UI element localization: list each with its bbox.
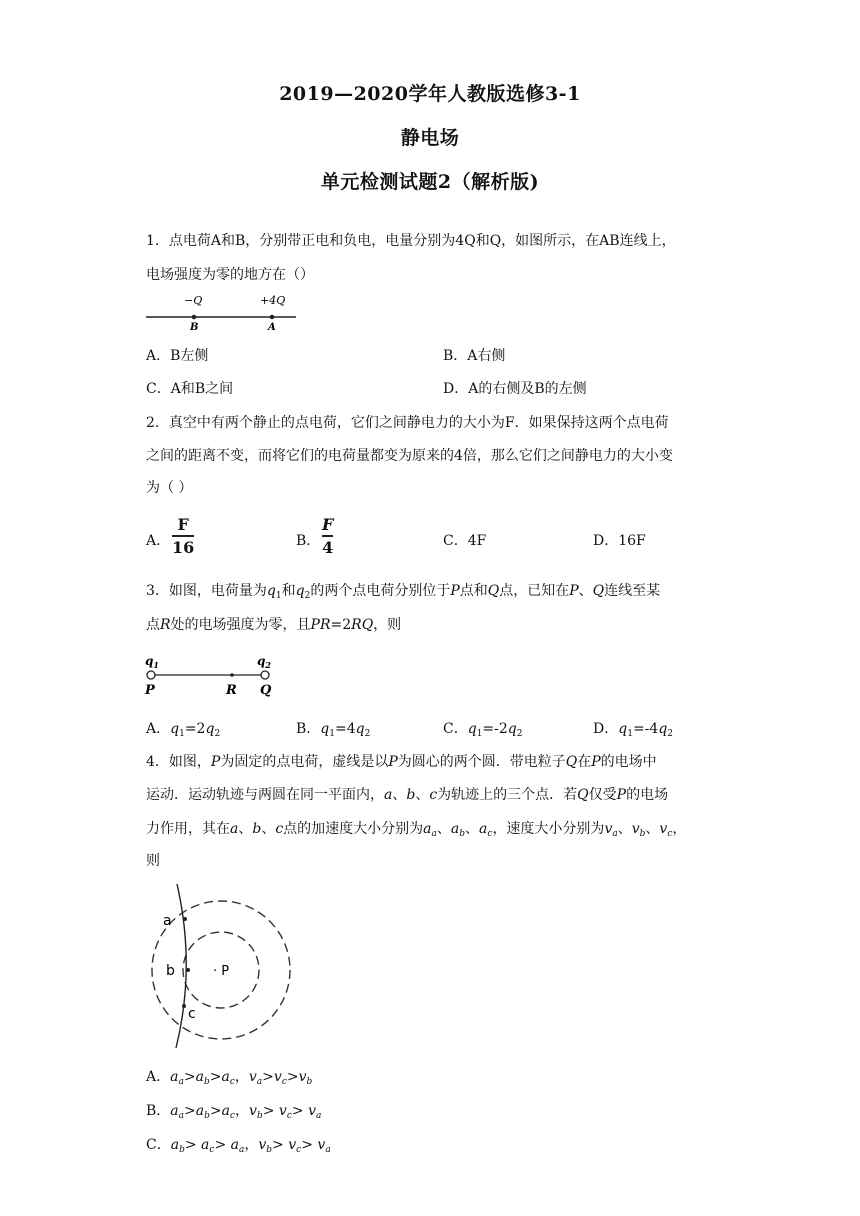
q4-fig-point-p: · P bbox=[213, 964, 230, 979]
q4-fig-point-b: b bbox=[166, 963, 175, 979]
svg-text:q2: $q_2$ bbox=[257, 654, 271, 670]
title-line-1: 2019—2020学年人教版选修3-1 bbox=[279, 83, 581, 105]
q2-option-b-denominator: 4 bbox=[322, 538, 334, 557]
q2-option-a-numerator: F bbox=[177, 515, 189, 534]
q2-option-d[interactable]: D．16F bbox=[593, 533, 646, 549]
q2-option-b-label: B． bbox=[296, 533, 321, 549]
q4-option-a[interactable]: A．$a_a>a_b>a_c$，$v_a>v_c>v_b$ bbox=[146, 1069, 313, 1087]
q1-option-b[interactable]: B．A右侧 bbox=[443, 348, 506, 364]
q2-option-b-fraction[interactable] bbox=[322, 515, 333, 557]
q3-text-line-1: 3．如图，电荷量为$q_1$和$q_2$的两个点电荷分别位于P点和Q点，已知在P、Q连线至某 bbox=[146, 583, 661, 601]
q3-fig-point-r: R bbox=[226, 683, 237, 698]
q3-option-b[interactable]: B．$q_1=4q_2$ bbox=[296, 721, 371, 739]
q2-option-a[interactable] bbox=[146, 530, 170, 550]
q3-text-line-2: 点R处的电场强度为零，且PR=2RQ，则 bbox=[146, 617, 402, 633]
title-line-2: 静电场 bbox=[400, 127, 460, 149]
q4-text-line-2: 运动．运动轨迹与两圆在同一平面内，a、b、c为轨迹上的三个点．若Q仅受P的电场 bbox=[146, 787, 669, 803]
q4-figure bbox=[150, 882, 295, 1052]
q1-figure bbox=[146, 292, 296, 332]
q1-fig-point-b: B bbox=[190, 322, 199, 332]
svg-text:q1: $q_1$ bbox=[145, 654, 159, 670]
q1-fig-charge-left: −Q bbox=[184, 294, 203, 307]
q3-option-c[interactable]: C．$q_1=-2q_2$ bbox=[443, 721, 523, 739]
q1-text-line-2: 电场强度为零的地方在（） bbox=[146, 267, 314, 283]
q2-option-c[interactable]: C．4F bbox=[443, 533, 487, 549]
q3-option-d[interactable]: D．$q_1=-4q_2$ bbox=[593, 721, 674, 739]
q2-text-line-2: 之间的距离不变，而将它们的电荷量都变为原来的4倍，那么它们之间静电力的大小变 bbox=[146, 448, 673, 464]
q1-option-c[interactable]: C．A和B之间 bbox=[146, 381, 234, 397]
q1-option-a[interactable]: A．B左侧 bbox=[146, 348, 209, 364]
q4-fig-point-a: a bbox=[163, 913, 172, 929]
q4-option-b[interactable]: B．$a_a>a_b>a_c$，$v_b> v_c> v_a$ bbox=[146, 1103, 322, 1121]
q2-text-line-3: 为（ ） bbox=[146, 480, 193, 496]
q2-option-b[interactable] bbox=[296, 530, 320, 550]
q1-text-line-1: 1．点电荷A和B，分别带正电和负电，电量分别为4Q和Q，如图所示，在AB连线上， bbox=[146, 233, 676, 249]
title-line-3: 单元检测试题2（解析版) bbox=[320, 171, 540, 193]
q2-text-line-1: 2．真空中有两个静止的点电荷，它们之间静电力的大小为F．如果保持这两个点电荷 bbox=[146, 415, 669, 431]
q1-fig-point-a: A bbox=[268, 322, 276, 332]
q4-text-line-4: 则 bbox=[146, 853, 160, 869]
q2-option-a-label: A． bbox=[146, 533, 171, 549]
q3-figure bbox=[143, 652, 278, 700]
q1-option-d[interactable]: D．A的右侧及B的左侧 bbox=[443, 381, 587, 397]
q3-fig-point-q: Q bbox=[260, 683, 272, 698]
q4-text-line-3: 力作用，其在a、b、c点的加速度大小分别为$a_a$、$a_b$、$a_c$，速度大小分别为$v_a$、$v_b$、$v_c$， bbox=[146, 821, 687, 839]
q4-text-line-1: 4．如图，P为固定的点电荷，虚线是以P为圆心的两个圆．带电粒子Q在P的电场中 bbox=[146, 754, 657, 770]
q4-option-c[interactable]: C．$a_b> a_c> a_a$，$v_b> v_c> v_a$ bbox=[146, 1137, 331, 1155]
q2-option-a-fraction[interactable] bbox=[172, 515, 194, 557]
q2-option-b-numerator: F bbox=[322, 515, 334, 534]
q3-option-a[interactable]: A．$q_1=2q_2$ bbox=[146, 721, 221, 739]
q2-option-a-denominator: 16 bbox=[172, 538, 195, 557]
q3-fig-point-p: P bbox=[145, 683, 155, 698]
q4-fig-point-c: c bbox=[188, 1006, 196, 1022]
q1-fig-charge-right: +4Q bbox=[260, 294, 286, 307]
